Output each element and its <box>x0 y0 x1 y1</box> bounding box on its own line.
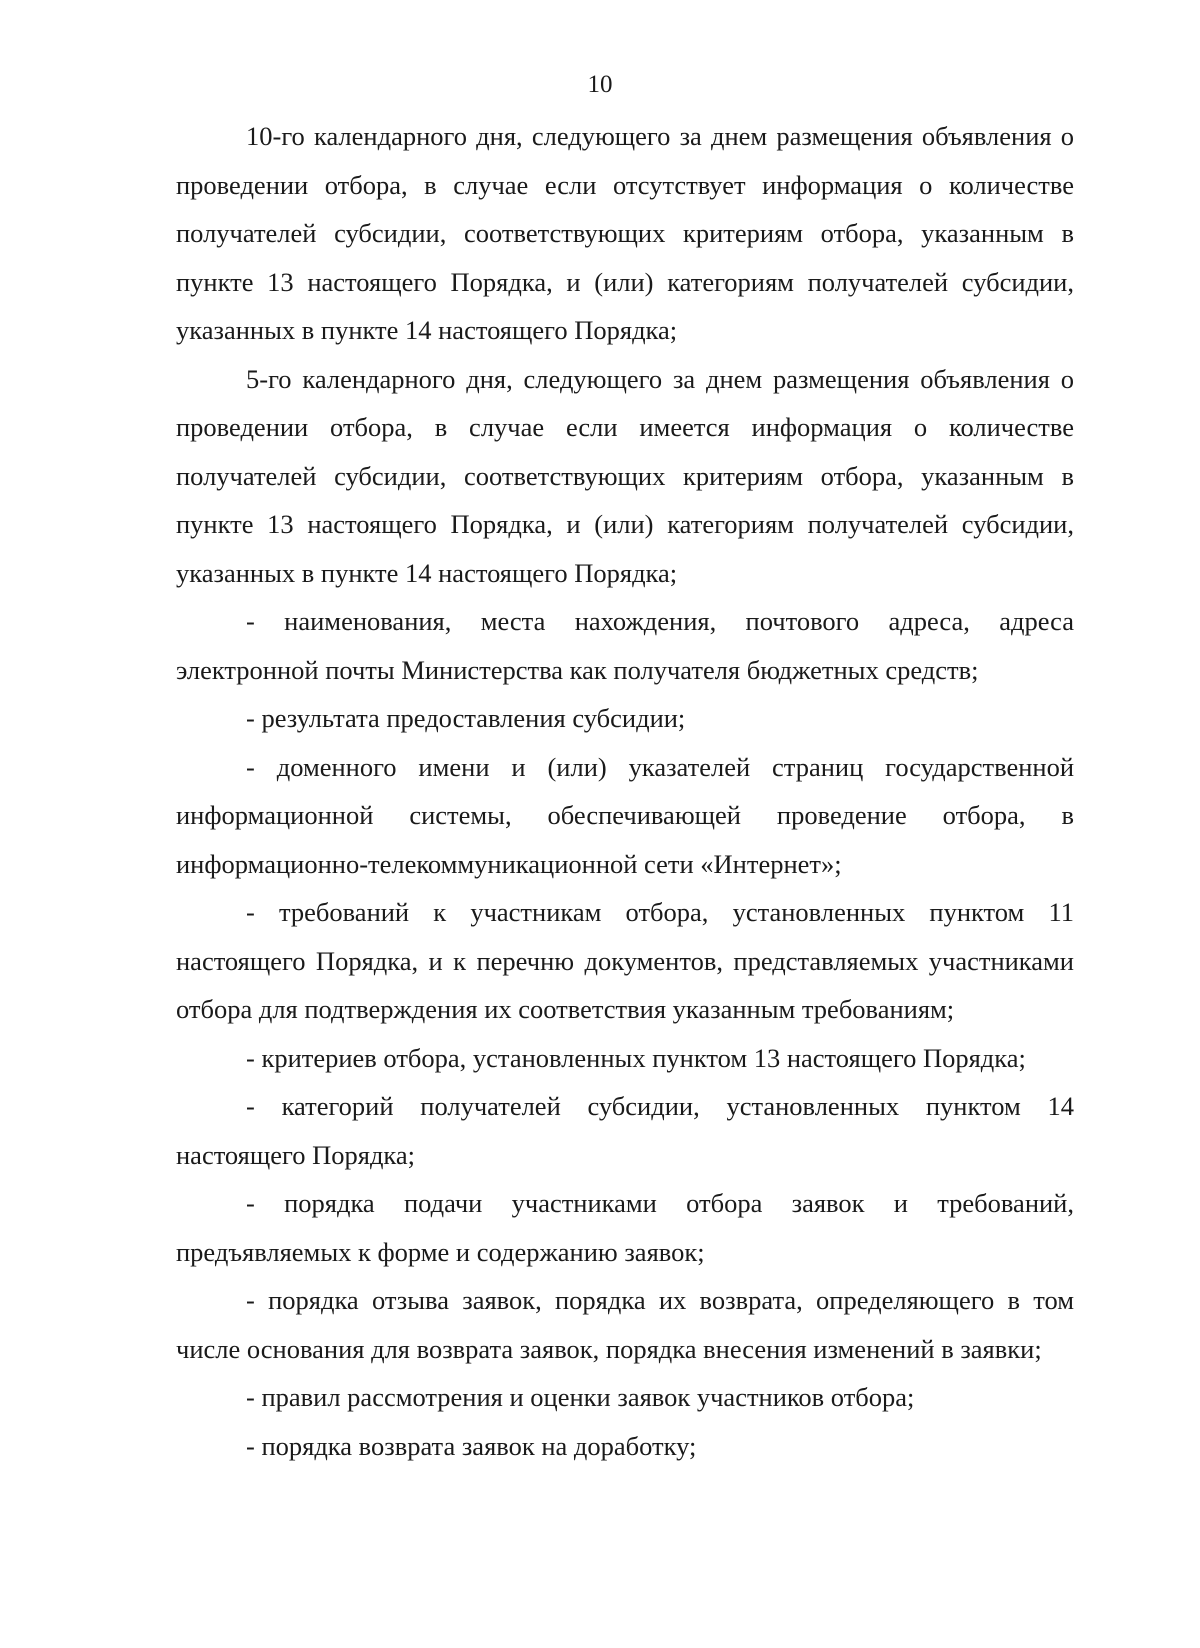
paragraph-deadline-5-day: 5-го календарного дня, следующего за днем размещения объявления о проведении отбора, в случае если имеется информация о количестве получателей субсидии, соответствующих критериям отбора, указанным в пункте 13 настоящего Порядка, и (или) категориям получателей субсидии, указанных в пункте 14 настоящего Порядка; <box>176 363 1074 588</box>
list-item-participant-requirements: - требований к участникам отбора, установленных пунктом 11 настоящего Порядка, и к перечню документов, представляемых участниками отбора для подтверждения их соответствия указанным требованиям; <box>176 897 1074 1024</box>
list-item-return-for-revision: - порядка возврата заявок на доработку; <box>246 1430 697 1461</box>
list-item-review-rules: - правил рассмотрения и оценки заявок участников отбора; <box>246 1382 915 1412</box>
list-item-domain-name: - доменного имени и (или) указателей страниц государственной информационной системы, обеспечивающей проведение отбора, в информационно-телекоммуникационной сети «Интернет»; <box>176 751 1074 879</box>
list-item-selection-criteria: - критериев отбора, установленных пунктом 13 настоящего Порядка; <box>246 1042 1026 1073</box>
list-item-ministry-contacts: - наименования, места нахождения, почтового адреса, адреса электронной почты Министерства как получателя бюджетных средств; <box>176 606 1074 685</box>
paragraph-deadline-10-day: 10-го календарного дня, следующего за днем размещения объявления о проведении отбора, в случае если отсутствует информация о количестве получателей субсидии, соответствующих критериям отбора, указанным в пункте 13 настоящего Порядка, и (или) категориям получателей субсидии, указанных в пункте 14 настоящего Порядка; <box>176 121 1074 345</box>
list-item-recipient-categories: - категорий получателей субсидии, установленных пунктом 14 настоящего Порядка; <box>176 1091 1074 1170</box>
list-item-subsidy-result: - результата предоставления субсидии; <box>246 703 686 733</box>
document-body <box>176 112 1074 1470</box>
page-number: 10 <box>587 71 613 98</box>
list-item-application-submission: - порядка подачи участниками отбора заявок и требований, предъявляемых к форме и содержанию заявок; <box>176 1188 1074 1267</box>
list-item-application-withdrawal: - порядка отзыва заявок, порядка их возврата, определяющего в том числе основания для возврата заявок, порядка внесения изменений в заявки; <box>176 1285 1074 1364</box>
